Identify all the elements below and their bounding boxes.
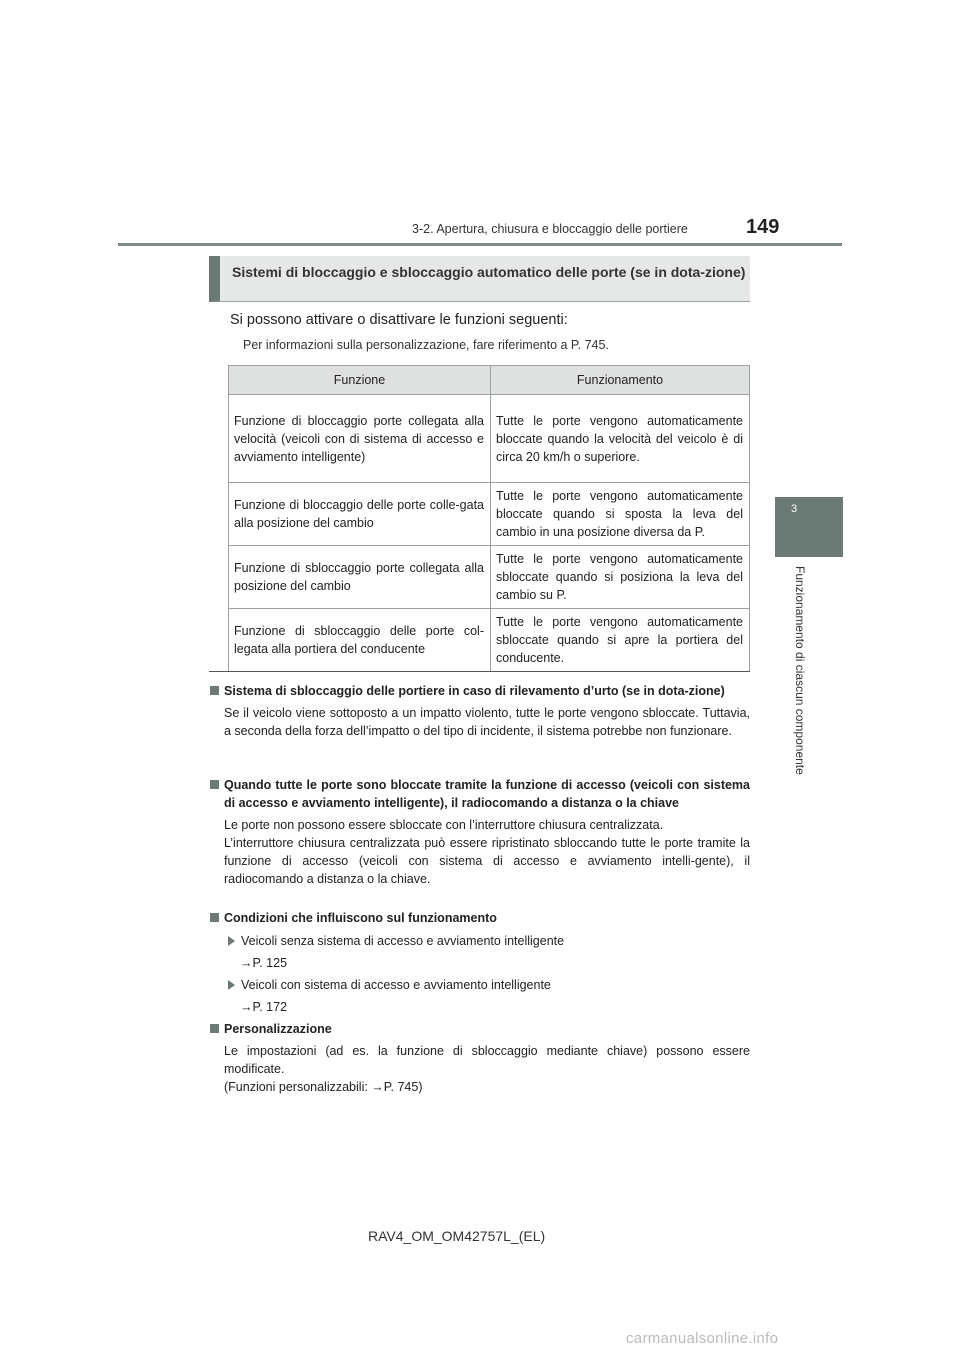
square-bullet-icon [210,1024,219,1033]
operation-cell: Tutte le porte vengono automaticamente sbloccate quando si apre la portiera del conducente. [491,609,750,672]
heading-text: Sistema di sbloccaggio delle portiere in caso di rilevamento d’urto (se in dota-zione) [224,684,725,698]
personalization-section [210,1020,750,1096]
list-item [210,932,750,950]
chapter-tab [775,497,843,557]
header-function: Funzione [229,366,491,395]
square-bullet-icon [210,686,219,695]
operation-cell: Tutte le porte vengono automaticamente bloccate quando si sposta la leva del cambio in una posizione diversa da P. [491,483,750,546]
chapter-number: 3 [791,503,798,515]
operation-cell: Tutte le porte vengono automaticamente bloccate quando la velocità del veicolo è di circa 20 km/h o superiore. [491,395,750,483]
table-row [229,609,750,672]
section-heading [210,776,750,812]
page-reference: →P. 125 [240,956,288,970]
section-heading [210,909,750,927]
operation-cell: Tutte le porte vengono automaticamente sbloccate quando si posiziona la leva del cambio su P. [491,546,750,609]
watermark: carmanualsonline.info [626,1330,779,1347]
page-number: 149 [746,216,780,238]
function-cell: Funzione di bloccaggio porte collegata alla velocità (veicoli con di sistema di accesso e avviamento intelligente) [229,395,491,483]
paragraph: (Funzioni personalizzabili: →P. 745) [224,1080,423,1094]
section-divider [209,671,750,672]
triangle-bullet-icon [228,980,235,990]
header-operation: Funzionamento [491,366,750,395]
list-item [210,976,750,994]
locked-doors-section [210,776,750,888]
paragraph: Se il veicolo viene sottoposto a un impatto violento, tutte le porte vengono sbloccate. Tuttavia, a seconda della forza dell’impatto o del tipo di incidente, il sistema potrebbe non funzionare. [224,706,750,738]
crash-unlock-section [210,682,750,740]
list-item-text: Veicoli senza sistema di accesso e avviamento intelligente [241,934,565,948]
heading-text: Personalizzazione [224,1022,332,1036]
function-table [228,365,750,672]
chapter-label: Funzionamento di ciascun componente [793,566,807,775]
table-header-row [229,366,750,395]
table-row [229,483,750,546]
table-row [229,546,750,609]
square-bullet-icon [210,780,219,789]
header-divider [118,243,842,246]
function-cell: Funzione di sbloccaggio delle porte col-legata alla portiera del conducente [229,609,491,672]
document-code: RAV4_OM_OM42757L_(EL) [368,1228,546,1244]
section-heading [210,1020,750,1038]
paragraph: L’interruttore chiusura centralizzata può essere ripristinato sbloccando tutte le porte tramite la funzione di accesso (veicoli con sistema di accesso e avviamento intelli-gente), il radiocomando a distanza o la chiave. [224,836,750,886]
section-title: Sistemi di bloccaggio e sbloccaggio automatico delle porte (se in dota-zione) [232,264,746,280]
customization-note: Per informazioni sulla personalizzazione, fare riferimento a P. 745. [243,338,609,352]
table-row [229,395,750,483]
triangle-bullet-icon [228,936,235,946]
section-heading [210,682,750,700]
square-bullet-icon [210,913,219,922]
operating-conditions-section [210,909,750,1016]
function-cell: Funzione di bloccaggio delle porte colle-gata alla posizione del cambio [229,483,491,546]
paragraph: Le porte non possono essere sbloccate con l’interruttore chiusura centralizzata. [224,818,664,832]
heading-text: Quando tutte le porte sono bloccate tramite la funzione di accesso (veicoli con sistema di accesso e avviamento intelligente), il radiocomando a distanza o la chiave [224,778,750,810]
running-header-title: 3-2. Apertura, chiusura e bloccaggio delle portiere [412,222,688,236]
page-reference: →P. 172 [240,1000,288,1014]
function-cell: Funzione di sbloccaggio porte collegata alla posizione del cambio [229,546,491,609]
list-item-text: Veicoli con sistema di accesso e avviamento intelligente [241,978,551,992]
heading-text: Condizioni che influiscono sul funzionamento [224,911,497,925]
paragraph: Le impostazioni (ad es. la funzione di sbloccaggio mediante chiave) possono essere modificate. [224,1044,750,1076]
section-title-box [209,256,750,302]
intro-text: Si possono attivare o disattivare le funzioni seguenti: [230,312,568,328]
